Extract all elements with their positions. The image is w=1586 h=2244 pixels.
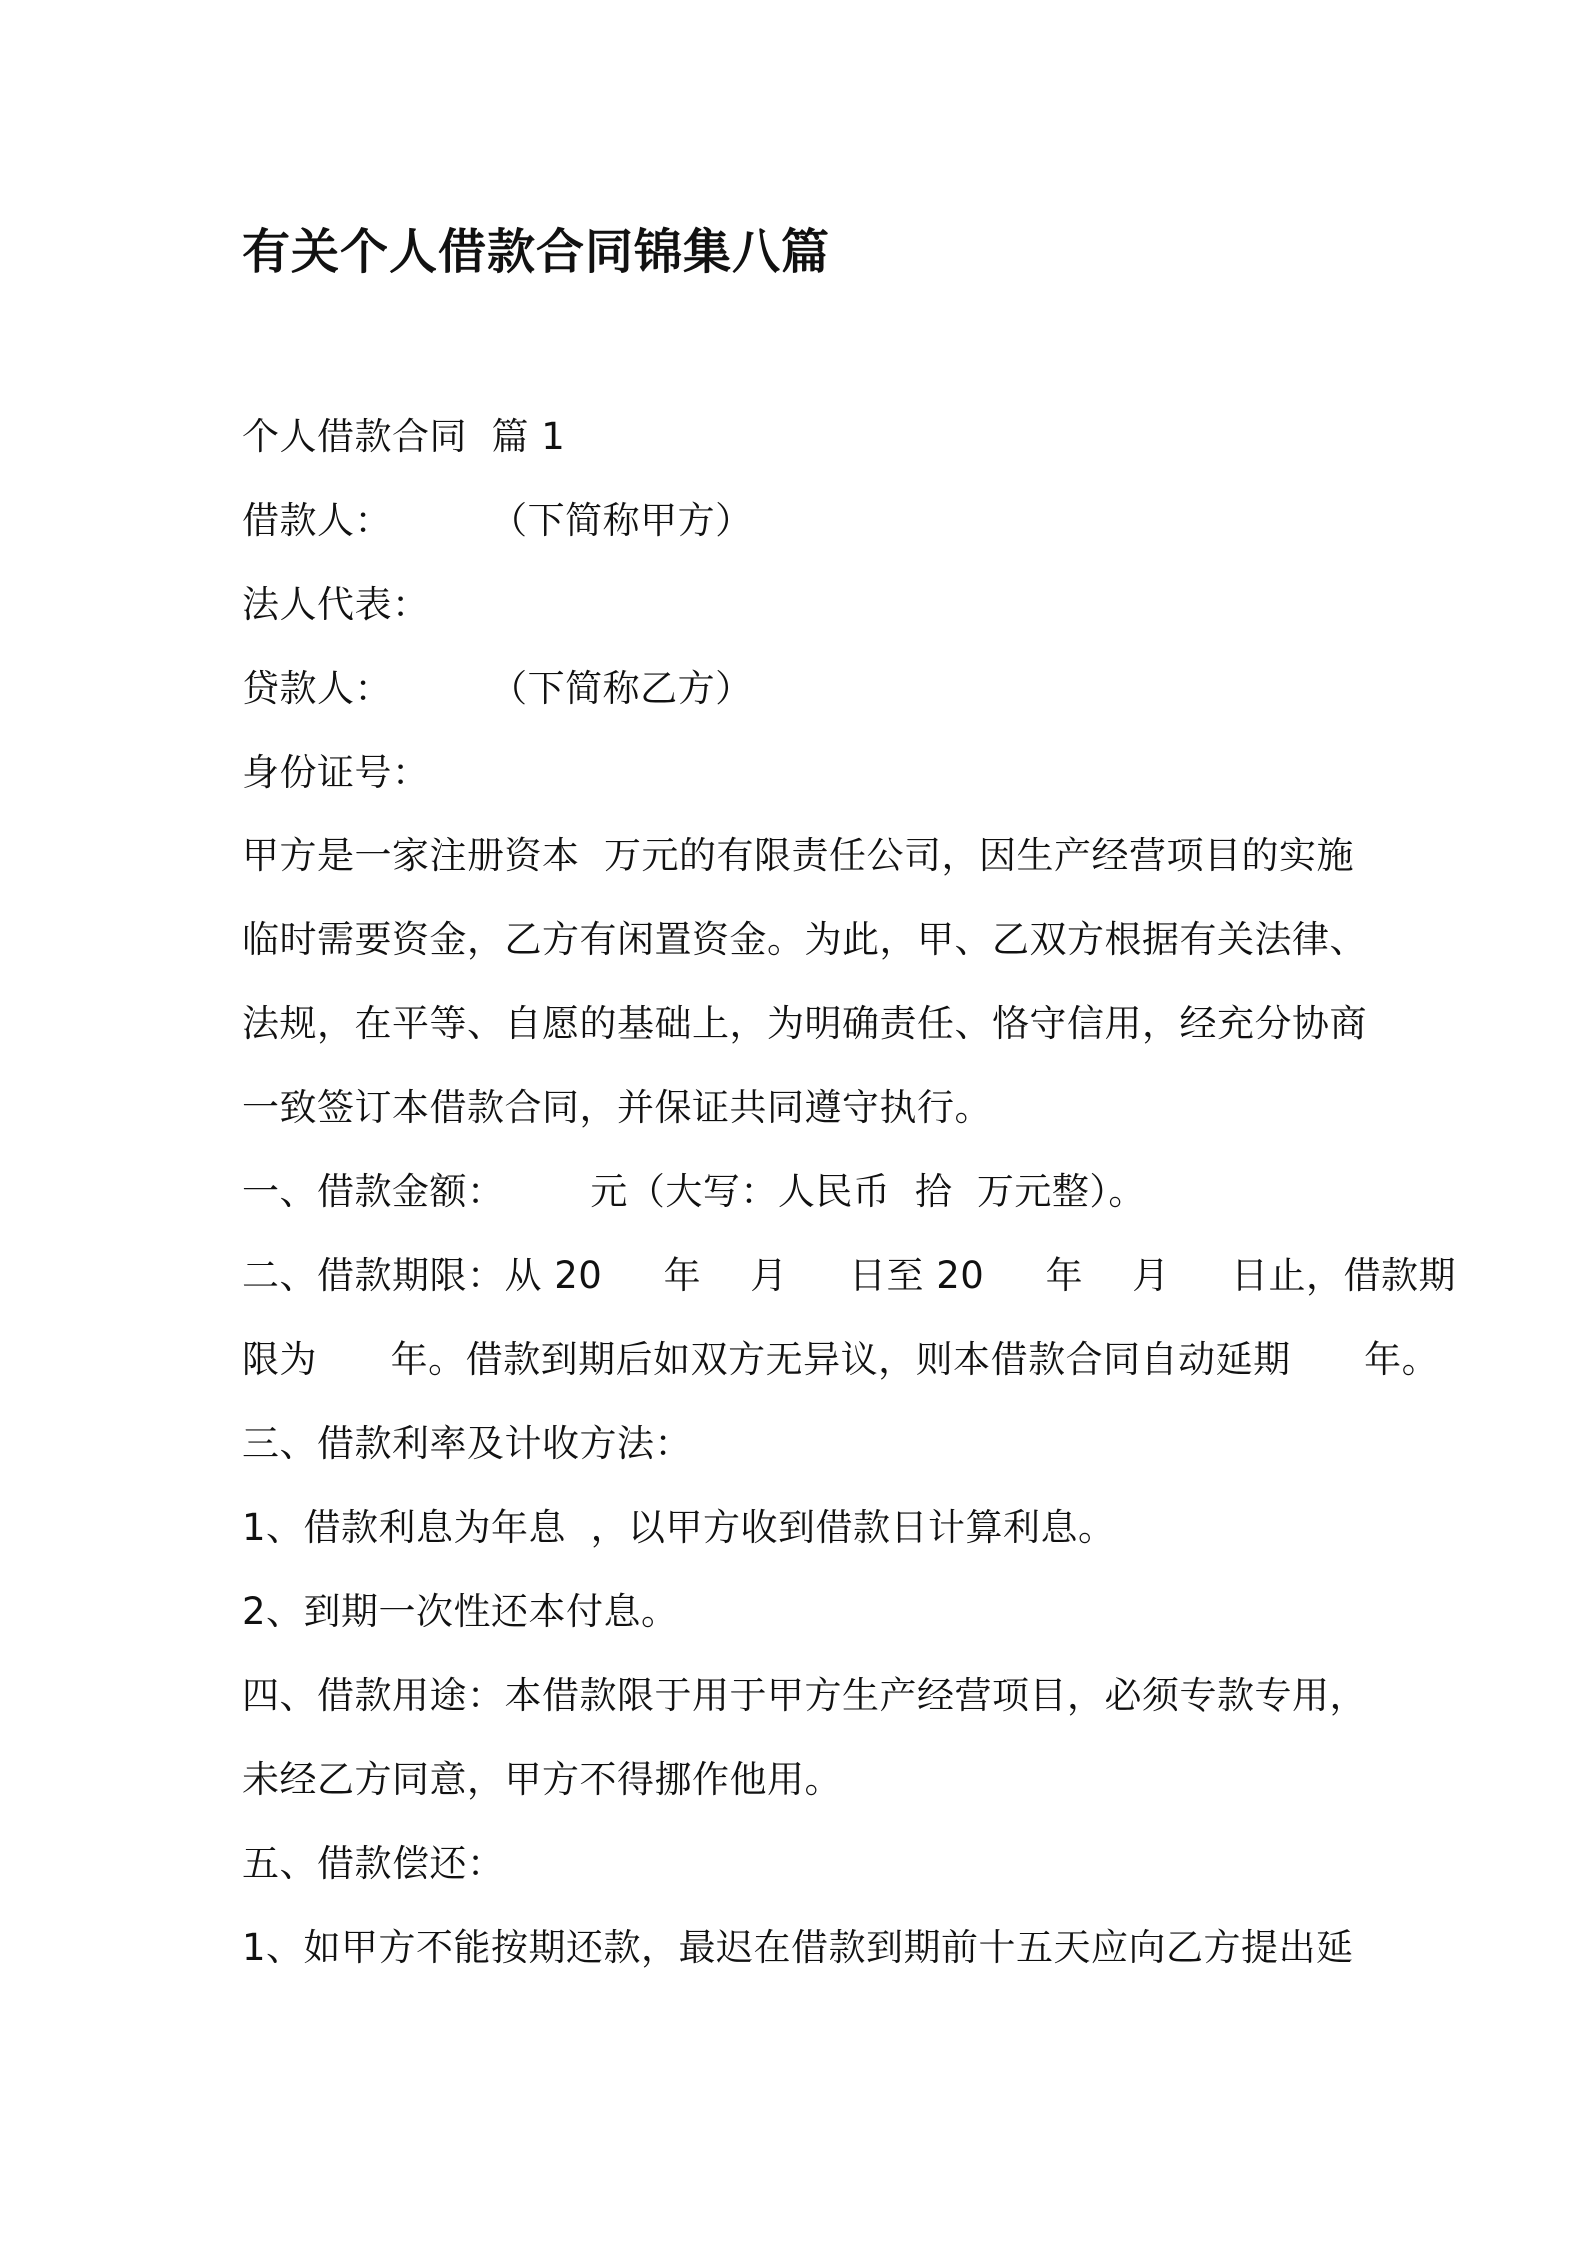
clause-purpose: 四、借款用途：本借款限于用于甲方生产经营项目，必须专款专用， xyxy=(242,1674,1367,1717)
clause-purpose-cont: 未经乙方同意，甲方不得挪作他用。 xyxy=(242,1758,842,1801)
borrower-line: 借款人： （下简称甲方） xyxy=(242,499,753,542)
id-number-line: 身份证号： xyxy=(242,751,430,794)
legal-rep-line: 法人代表： xyxy=(242,583,430,626)
clause-amount: 一、借款金额： 元（大写：人民币 拾 万元整）。 xyxy=(242,1170,1146,1213)
clause-term: 二、借款期限：从 20 年 月 日至 20 年 月 日止，借款期 xyxy=(242,1254,1456,1297)
paragraph-line: 临时需要资金，乙方有闲置资金。为此，甲、乙双方根据有关法律、 xyxy=(242,918,1367,961)
lender-line: 贷款人： （下简称乙方） xyxy=(242,667,753,710)
clause-repayment: 五、借款偿还： xyxy=(242,1842,505,1885)
paragraph-line: 法规，在平等、自愿的基础上，为明确责任、恪守信用，经充分协商 xyxy=(242,1002,1367,1045)
clause-interest-item: 1、借款利息为年息 ，以甲方收到借款日计算利息。 xyxy=(242,1506,1116,1549)
clause-interest-item: 2、到期一次性还本付息。 xyxy=(242,1590,679,1633)
clause-repayment-item: 1、如甲方不能按期还款，最迟在借款到期前十五天应向乙方提出延 xyxy=(242,1926,1354,1969)
paragraph-line: 一致签订本借款合同，并保证共同遵守执行。 xyxy=(242,1086,992,1129)
document-title: 有关个人借款合同锦集八篇 xyxy=(242,224,831,280)
paragraph-line: 甲方是一家注册资本 万元的有限责任公司，因生产经营项目的实施 xyxy=(242,834,1355,877)
clause-term-cont: 限为 年。借款到期后如双方无异议，则本借款合同自动延期 年。 xyxy=(242,1338,1440,1381)
clause-interest: 三、借款利率及计收方法： xyxy=(242,1422,692,1465)
section-heading: 个人借款合同 篇 1 xyxy=(242,415,566,458)
